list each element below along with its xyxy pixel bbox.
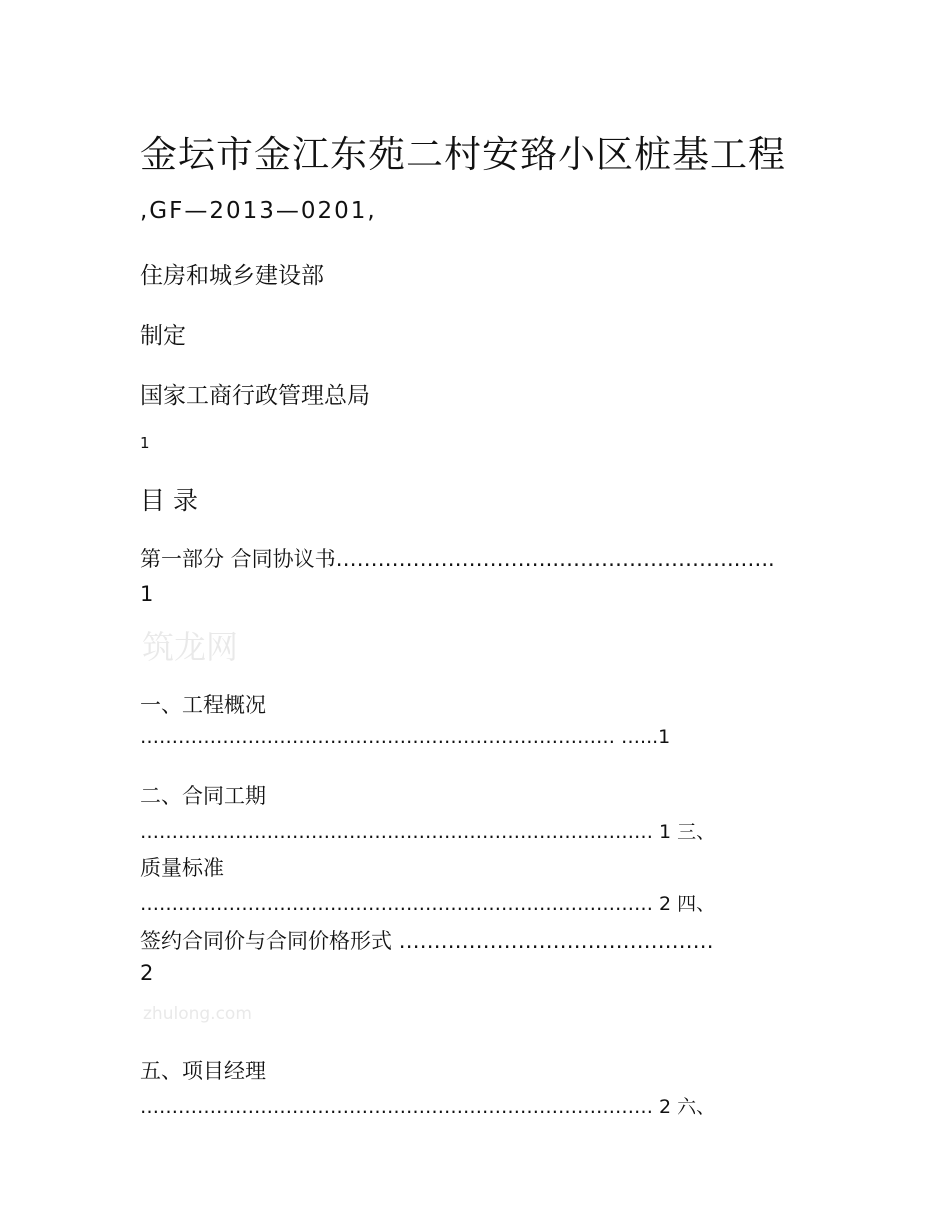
toc-item-4-page: 2: [140, 961, 154, 985]
page-number: 1: [140, 434, 150, 452]
toc-item-5-leader: ……………………………………………………………………… 2 六、: [140, 1096, 716, 1118]
toc-item-3-leader: ……………………………………………………………………… 2 四、: [140, 893, 716, 915]
toc-part1-page: 1: [140, 582, 154, 606]
toc-item-2-title: 二、合同工期: [140, 784, 266, 808]
issuer-action: 制定: [140, 323, 186, 349]
issuer-administration: 国家工商行政管理总局: [140, 383, 370, 409]
toc-item-1-title: 一、工程概况: [140, 693, 266, 717]
toc-part1-title: 第一部分 合同协议书…………………………..……………………..…..: [140, 547, 775, 571]
toc-heading: 目 录: [140, 486, 198, 515]
standard-code: ,GF—2013—0201,: [140, 198, 377, 224]
toc-item-2-leader: ……………………………………………………………………… 1 三、: [140, 821, 716, 843]
watermark-logo: 筑龙网: [142, 628, 239, 666]
document-title: 金坛市金江东苑二村安臵小区桩基工程: [140, 133, 786, 176]
toc-item-3-title: 质量标准: [140, 856, 224, 880]
watermark-url: zhulong.com: [143, 1004, 252, 1024]
toc-item-1-leader: ………………………………………………………………… …...1: [140, 726, 671, 748]
issuer-ministry: 住房和城乡建设部: [140, 263, 324, 289]
toc-item-5-title: 五、项目经理: [140, 1059, 266, 1083]
toc-item-4-title: 签约合同价与合同价格形式 ………………………………………: [140, 929, 714, 953]
